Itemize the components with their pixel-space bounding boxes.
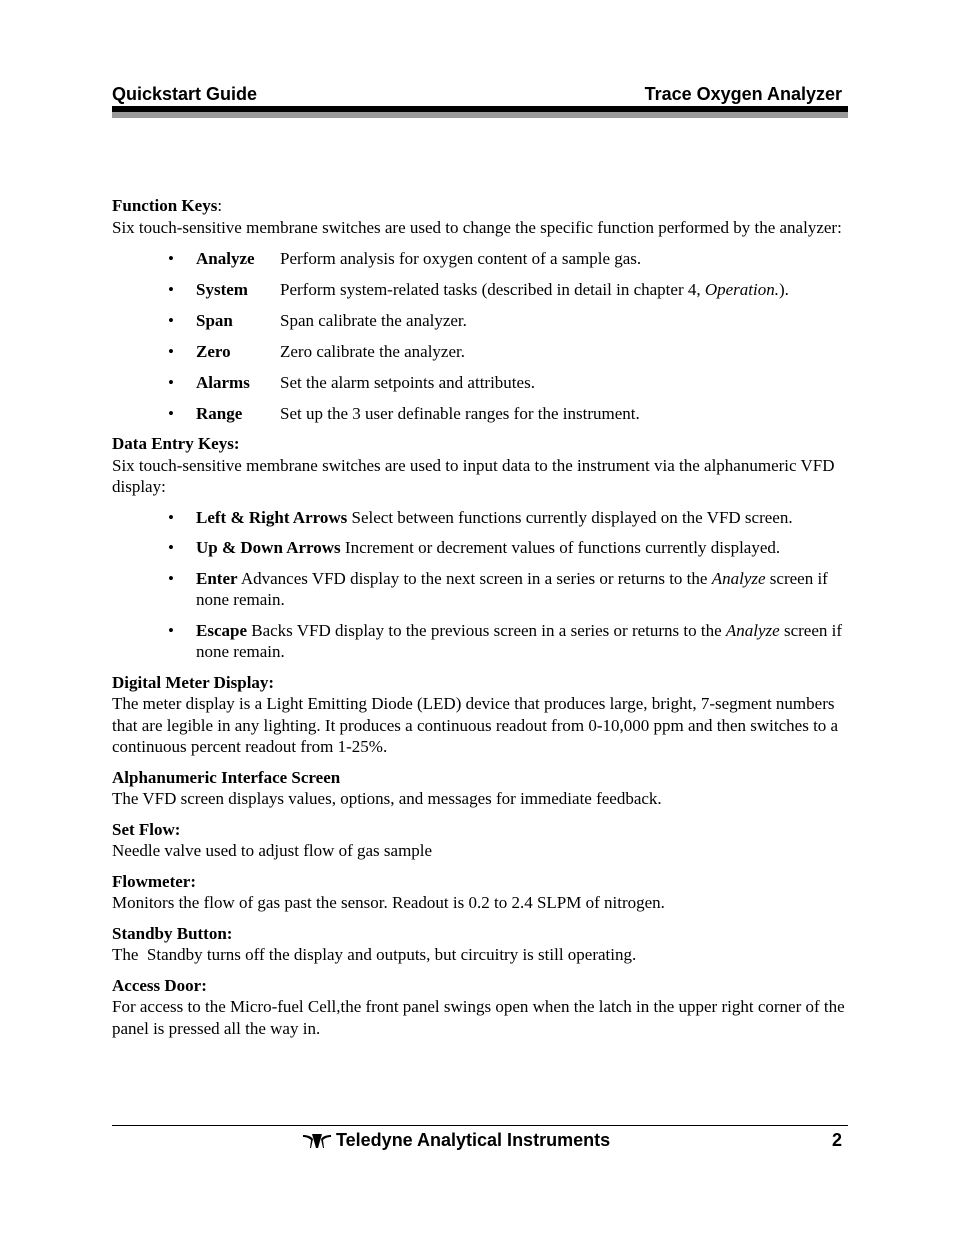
function-keys-heading: Function Keys: [112, 196, 223, 215]
footer-company-name: Teledyne Analytical Instruments [336, 1130, 611, 1150]
list-item: • Span Span calibrate the analyzer. [168, 310, 467, 330]
function-keys-list [112, 248, 852, 425]
list-item: • System Perform system-related tasks (described in detail in chapter 4, Operation.). [168, 279, 789, 299]
alphanumeric-screen-body: The VFD screen displays values, options, and messages for immediate feedback. [112, 789, 662, 808]
standby-button-body: The Standby turns off the display and outputs, but circuitry is still operating. [112, 945, 637, 964]
set-flow-heading: Set Flow: [112, 819, 181, 839]
list-item: • Enter Advances VFD display to the next screen in a series or returns to the Analyze screen if none remain. [168, 568, 828, 609]
access-door-heading: Access Door: [112, 975, 207, 995]
list-item: • Left & Right Arrows Select between functions currently displayed on the VFD screen. [168, 507, 793, 527]
digital-meter-body: The meter display is a Light Emitting Diode (LED) device that produces large, bright, 7-segment numbers that are legible in any lighting. It produces a continuous readout from 0-10,000 ppm and then switches to a continuous percent readout from 1-25%. [112, 694, 839, 756]
page-header [112, 84, 842, 106]
page-footer [112, 1130, 842, 1152]
list-item: • Analyze Perform analysis for oxygen content of a sample gas. [168, 248, 642, 268]
list-item: • Escape Backs VFD display to the previous screen in a series or returns to the Analyze screen if none remain. [168, 620, 843, 661]
header-product-title: Trace Oxygen Analyzer [644, 84, 842, 104]
flowmeter-body: Monitors the flow of gas past the sensor. Readout is 0.2 to 2.4 SLPM of nitrogen. [112, 893, 665, 912]
header-doc-title: Quickstart Guide [112, 84, 258, 104]
list-item: • Range Set up the 3 user definable ranges for the instrument. [168, 403, 640, 423]
alphanumeric-screen-heading: Alphanumeric Interface Screen [112, 767, 341, 787]
list-item: • Alarms Set the alarm setpoints and attributes. [168, 372, 535, 392]
list-item: • Up & Down Arrows Increment or decrement values of functions currently displayed. [168, 538, 781, 557]
function-keys-intro: Six touch-sensitive membrane switches are used to change the specific function performed by the analyzer: [112, 217, 842, 237]
page-body [112, 195, 852, 1039]
header-rule-shadow [112, 112, 848, 118]
data-entry-list [112, 507, 852, 663]
digital-meter-heading: Digital Meter Display: [112, 672, 275, 692]
access-door-body: For access to the Micro-fuel Cell,the front panel swings open when the latch in the upper right corner of the panel is pressed all the way in. [112, 997, 845, 1038]
page-number: 2 [831, 1130, 842, 1150]
set-flow-body: Needle valve used to adjust flow of gas sample [112, 841, 433, 860]
data-entry-heading: Data Entry Keys: [112, 434, 240, 453]
footer-rule [112, 1125, 848, 1126]
teledyne-logo-icon [302, 1133, 332, 1149]
list-item: • Zero Zero calibrate the analyzer. [168, 341, 465, 361]
standby-button-heading: Standby Button: [112, 923, 233, 943]
flowmeter-heading: Flowmeter: [112, 871, 197, 891]
data-entry-intro: Six touch-sensitive membrane switches are used to input data to the instrument via the alphanumeric VFD display: [112, 455, 835, 496]
